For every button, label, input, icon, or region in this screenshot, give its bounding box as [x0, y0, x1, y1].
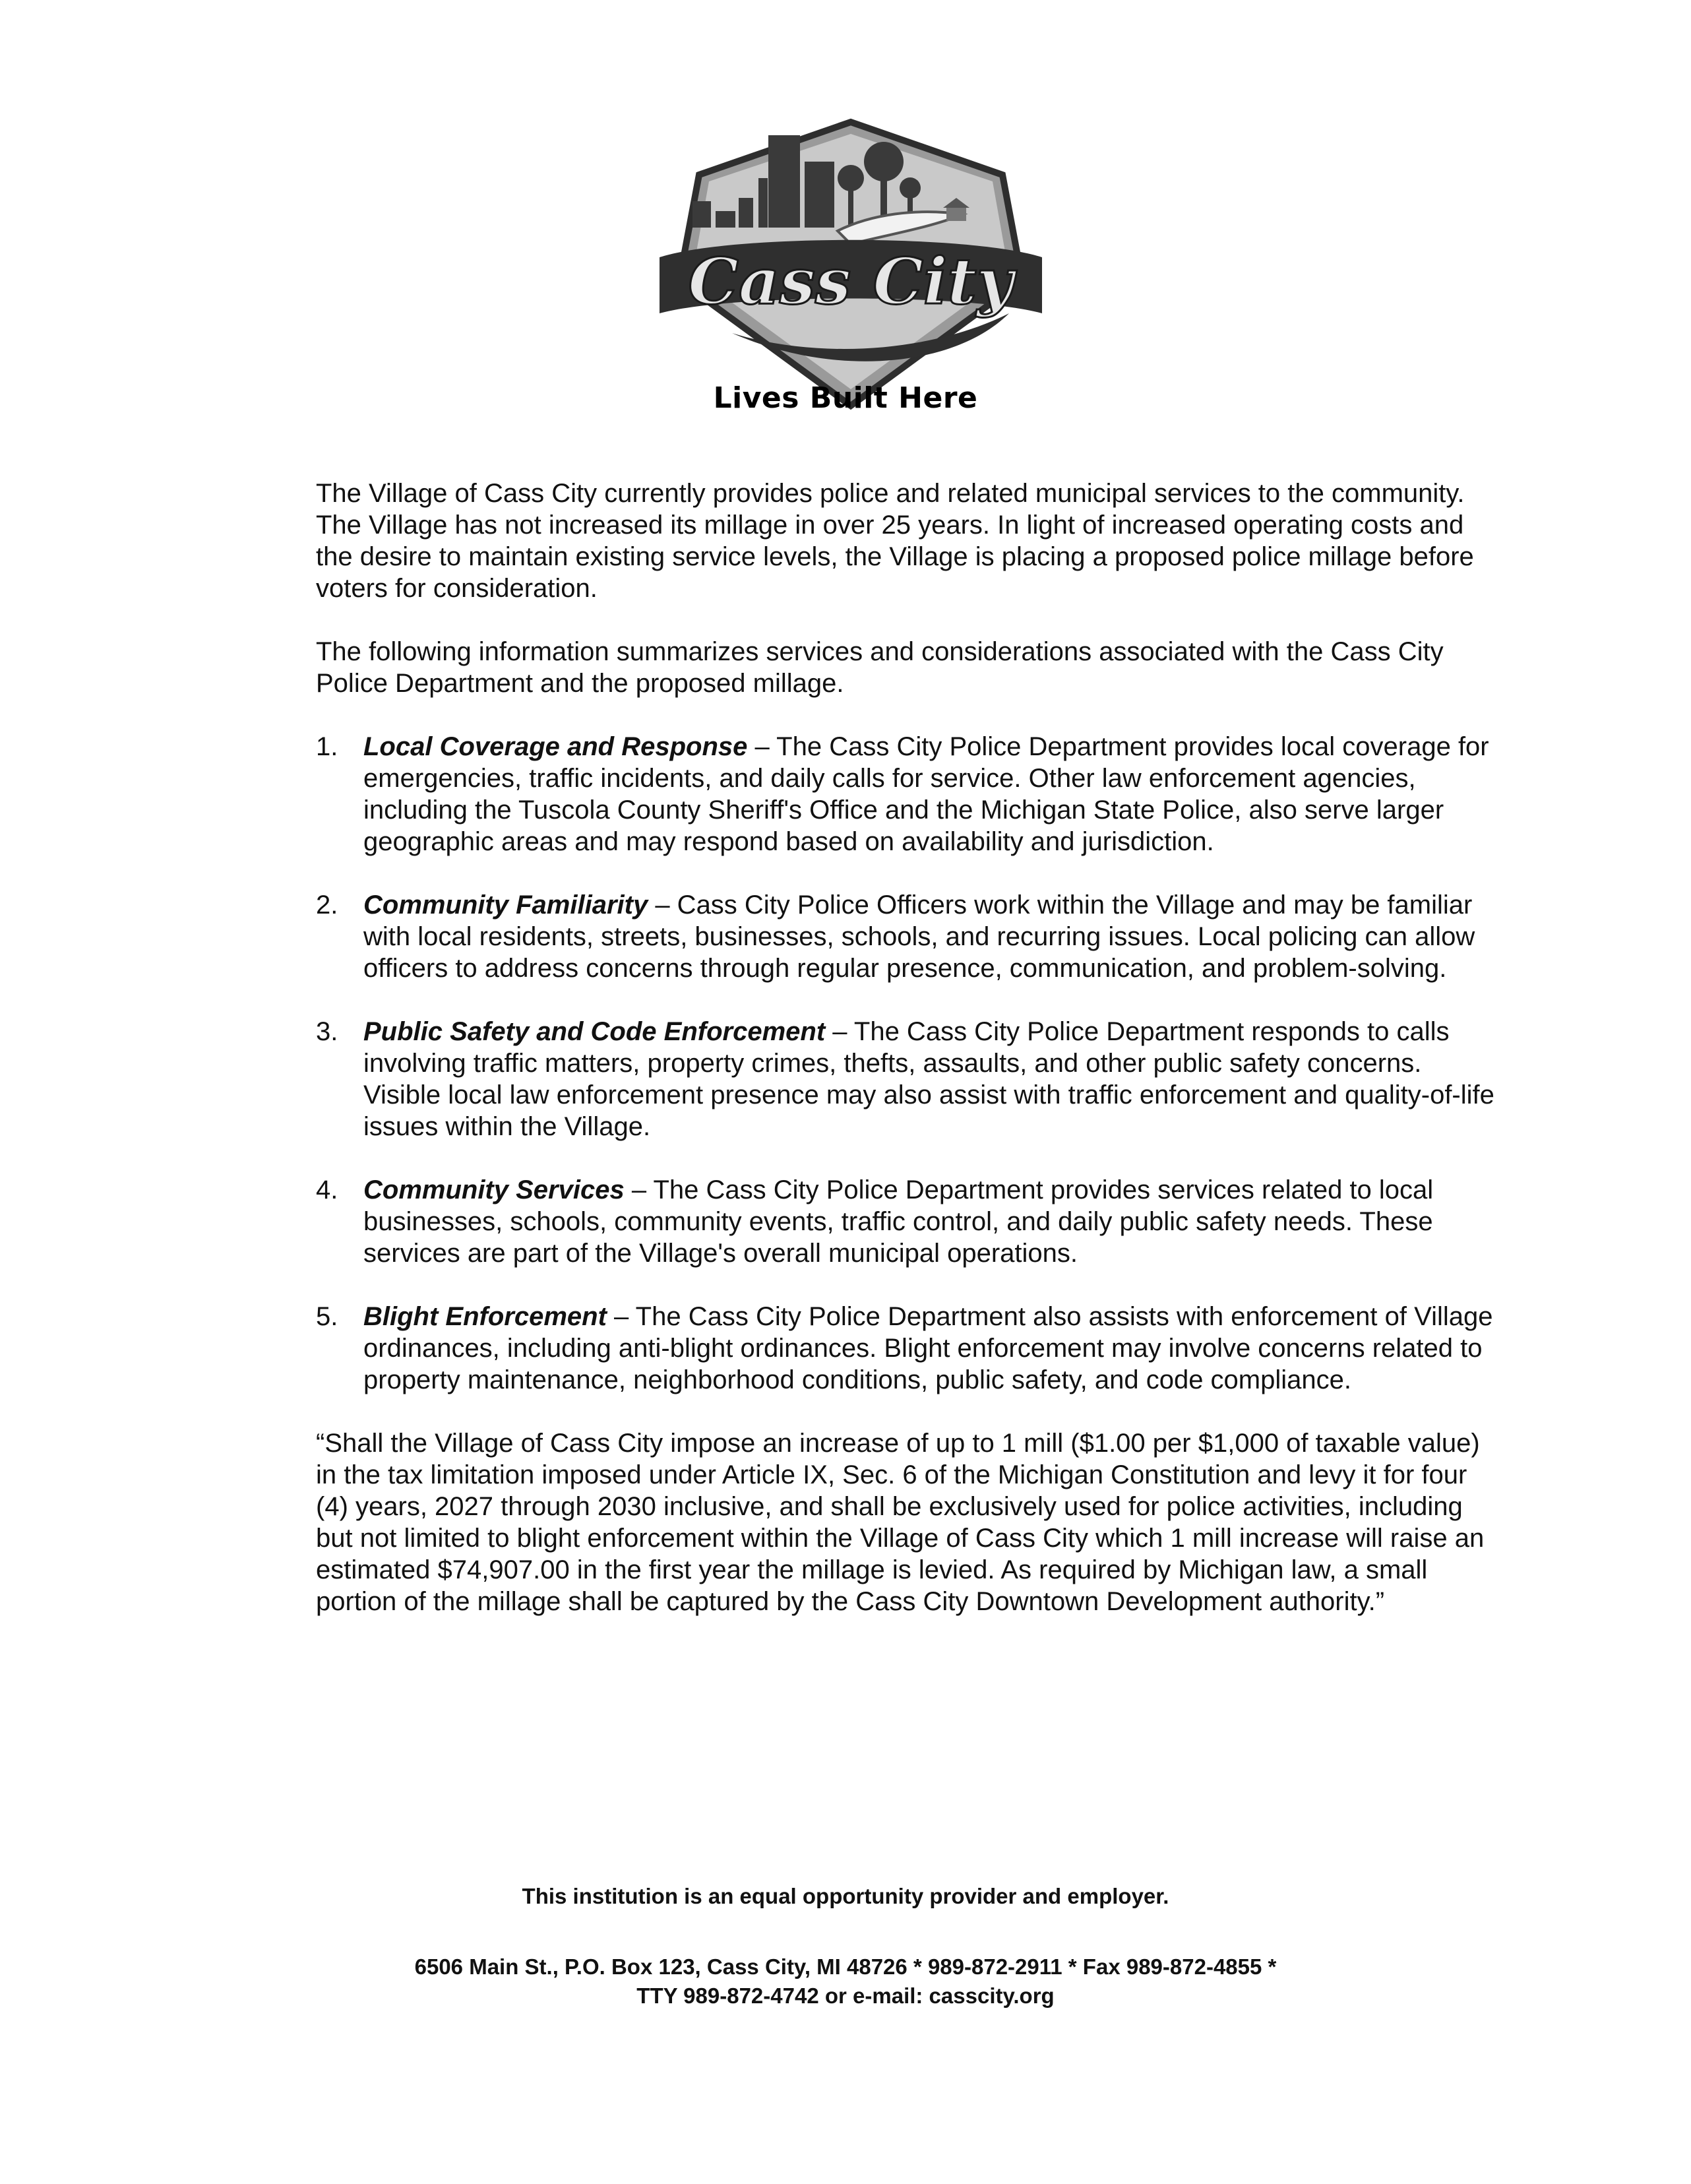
logo-tagline: Lives Built Here	[713, 381, 978, 415]
item-number: 1.	[316, 732, 338, 761]
logo-text: Cass City	[688, 244, 1014, 319]
service-list	[316, 731, 1503, 1396]
item-term: Local Coverage and Response	[363, 732, 748, 761]
item-term: Public Safety and Code Enforcement	[363, 1017, 826, 1046]
list-item	[316, 1016, 1503, 1142]
equal-opportunity-statement: This institution is an equal opportunity provider and employer.	[522, 1884, 1169, 1908]
list-item	[316, 889, 1503, 984]
contact-line: TTY 989-872-4742 or e-mail: casscity.org	[636, 1983, 1055, 2008]
item-number: 5.	[316, 1302, 338, 1331]
item-number: 3.	[316, 1017, 338, 1046]
item-number: 2.	[316, 890, 338, 920]
item-text: – The Cass City Police Department provides local coverage for emergencies, traffic incidents, and daily calls for service. Other law enforcement agencies, including the Tuscola County Sheriff's Office and the Michigan State Police, also serve larger geographic areas and may respond based on availability and jurisdiction.	[363, 732, 1489, 856]
list-item	[316, 1301, 1503, 1396]
intro-paragraph-1: The Village of Cass City currently provides police and related municipal services to the community. The Village has not increased its millage in over 25 years. In light of increased operating costs and the desire to maintain existing service levels, the Village is placing a proposed police millage before voters for consideration.	[316, 479, 1474, 603]
item-text: – The Cass City Police Department also assists with enforcement of Village ordinances, including anti-blight ordinances. Blight enforcement may involve concerns related to property maintenance, neighborhood conditions, public safety, and code compliance.	[363, 1302, 1493, 1394]
intro-paragraph-2: The following information summarizes services and considerations associated with the Cass City Police Department and the proposed millage.	[316, 637, 1444, 698]
address-line: 6506 Main St., P.O. Box 123, Cass City, MI 48726 * 989-872-2911 * Fax 989-872-4855 *	[414, 1954, 1277, 1979]
contact-footer	[0, 1952, 1691, 2011]
item-text: – The Cass City Police Department responds to calls involving traffic matters, property crimes, thefts, assaults, and other public safety concerns. Visible local law enforcement presence may also assist with traffic enforcement and quality-of-life issues within the Village.	[363, 1017, 1494, 1141]
item-term: Blight Enforcement	[363, 1302, 607, 1331]
list-item	[316, 731, 1503, 858]
cass-city-logo	[653, 115, 1049, 425]
item-term: Community Services	[363, 1175, 625, 1204]
item-text: – Cass City Police Officers work within the Village and may be familiar with local residents, streets, businesses, schools, and recurring issues. Local policing can allow officers to address concerns through regular presence, communication, and problem-solving.	[363, 890, 1475, 983]
item-text: – The Cass City Police Department provides services related to local businesses, schools, community events, traffic control, and daily public safety needs. These services are part of the Village's overall municipal operations.	[363, 1175, 1434, 1268]
item-number: 4.	[316, 1175, 338, 1204]
list-item	[316, 1174, 1503, 1269]
item-term: Community Familiarity	[363, 890, 648, 920]
ballot-question: “Shall the Village of Cass City impose an increase of up to 1 mill ($1.00 per $1,000 of taxable value) in the tax limitation imposed under Article IX, Sec. 6 of the Michigan Constitution and levy it for four (4) years, 2027 through 2030 inclusive, and shall be exclusively used for police activities, including but not limited to blight enforcement within the Village of Cass City which 1 mill increase will raise an estimated $74,907.00 in the first year the millage is levied. As required by Michigan law, a small portion of the millage shall be captured by the Cass City Downtown Development authority.”	[316, 1429, 1485, 1616]
letter-body	[316, 478, 1503, 1649]
